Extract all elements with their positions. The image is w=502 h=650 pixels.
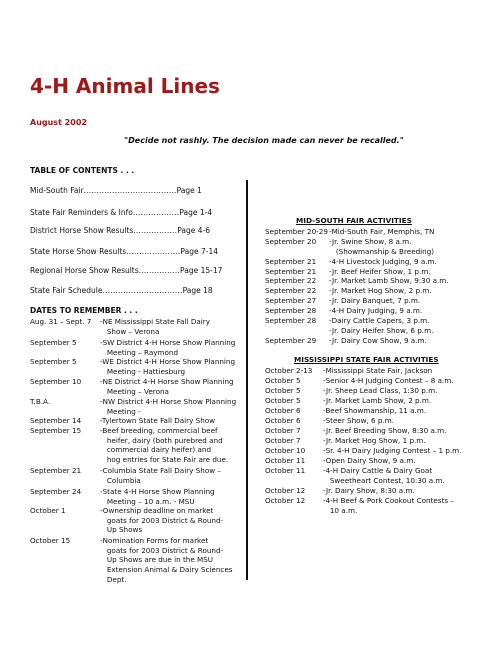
toc-item: State Fair Reminders & Info..................Page 1-4: [30, 208, 213, 217]
toc-heading: TABLE OF CONTENTS . . .: [30, 166, 135, 175]
toc-item: State Horse Show Results.....................Page 7-14: [30, 247, 218, 256]
newsletter-title: 4-H Animal Lines: [30, 74, 220, 98]
toc-item: Mid-South Fair....................................Page 1: [30, 186, 202, 195]
dates-heading: DATES TO REMEMBER . . .: [30, 306, 138, 315]
quote: "Decide not rashly. The decision made can never be recalled.": [124, 136, 404, 145]
column-divider: [246, 180, 248, 580]
toc-item: State Fair Schedule...............................Page 18: [30, 286, 213, 295]
toc-item: District Horse Show Results.................Page 4-6: [30, 226, 210, 235]
statefair-heading: MISSISSIPPI STATE FAIR ACTIVITIES: [294, 355, 439, 364]
toc-item: Regional Horse Show Results................Page 15-17: [30, 266, 223, 275]
midsouth-heading: MID-SOUTH FAIR ACTIVITIES: [296, 216, 412, 225]
issue-date: August 2002: [30, 118, 87, 127]
